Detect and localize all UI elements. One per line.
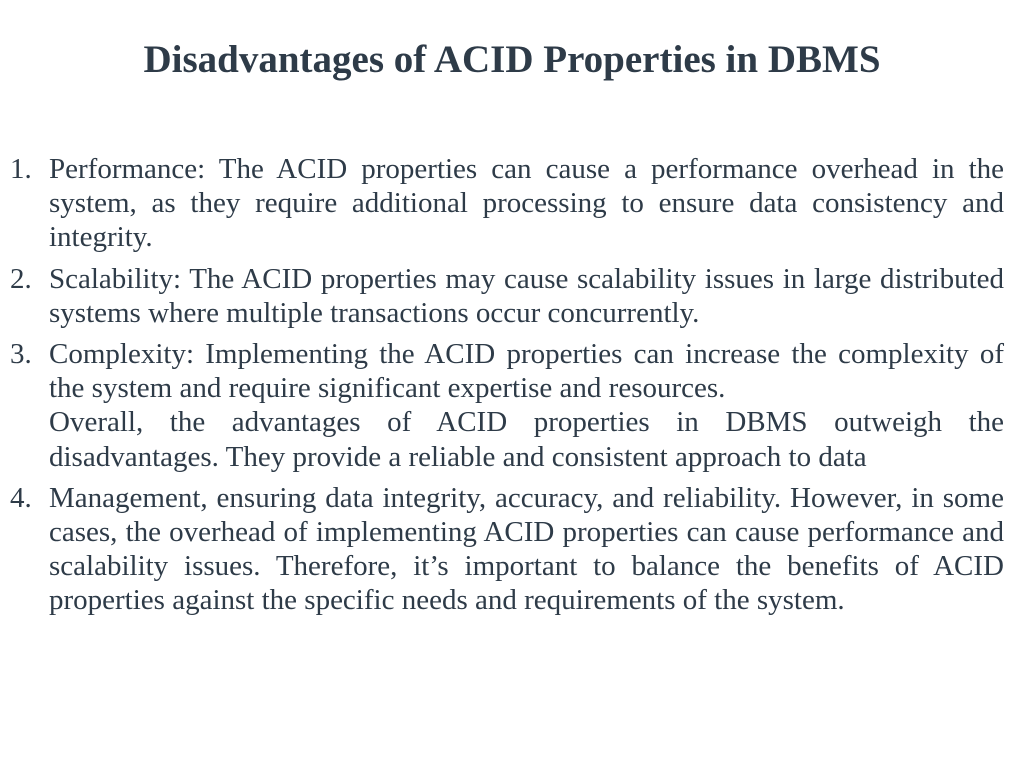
list-item-scalability [0,262,1004,330]
list-item-continuation-text: Overall, the advantages of ACID properties in DBMS outweigh the disadvantages. They provide a reliable and consistent approach to data [49,406,1004,473]
list-item-number: 2. [10,262,32,295]
list-item-text: Management, ensuring data integrity, accuracy, and reliability. However, in some cases, the overhead of implementing ACID properties can cause performance and scalability issues. Therefore, it’s important to balance the benefits of ACID properties against the specific needs and requirements of the system. [49,481,1004,617]
list-item-complexity [0,337,1004,474]
list-item-number: 3. [10,338,32,371]
list-item-text: Scalability: The ACID properties may cause scalability issues in large distributed systems where multiple transactions occur concurrently. [49,262,1004,329]
list-item-text: Performance: The ACID properties can cause a performance overhead in the system, as they require additional processing to ensure data consistency and integrity. [49,153,1004,254]
list-item-number: 4. [10,481,32,514]
disadvantages-list [0,152,1004,625]
list-item-number: 1. [10,153,32,185]
list-item-text: Complexity: Implementing the ACID properties can increase the complexity of the system and require significant expertise and resources. [49,338,1004,405]
list-item-management [0,481,1004,618]
slide-title: Disadvantages of ACID Properties in DBMS [143,38,881,81]
list-item-performance [0,152,1004,255]
